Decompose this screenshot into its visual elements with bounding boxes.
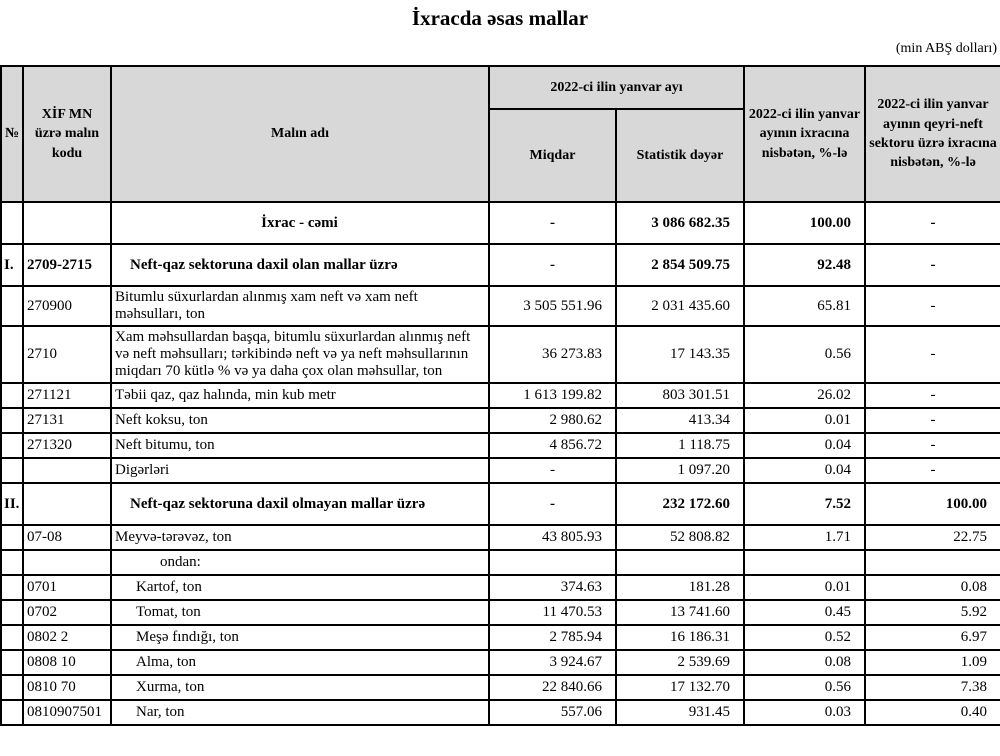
cell-deyer: 181.28 bbox=[616, 575, 744, 600]
cell-pct2 bbox=[865, 550, 1000, 575]
cell-name: ondan: bbox=[111, 550, 489, 575]
cell-name: İxrac - cəmi bbox=[111, 202, 489, 244]
cell-no bbox=[1, 550, 23, 575]
cell-no bbox=[1, 525, 23, 550]
cell-code bbox=[23, 550, 111, 575]
cell-miqdar: - bbox=[489, 244, 616, 286]
cell-deyer: 1 097.20 bbox=[616, 458, 744, 483]
header-quantity: Miqdar bbox=[489, 109, 616, 202]
cell-miqdar: 3 505 551.96 bbox=[489, 286, 616, 326]
cell-code bbox=[23, 483, 111, 525]
cell-deyer: 931.45 bbox=[616, 700, 744, 725]
table-row bbox=[1, 650, 1000, 675]
cell-code: 271320 bbox=[23, 433, 111, 458]
cell-pct1: 0.01 bbox=[744, 408, 865, 433]
cell-name: Tomat, ton bbox=[111, 600, 489, 625]
cell-deyer: 16 186.31 bbox=[616, 625, 744, 650]
cell-pct2: - bbox=[865, 408, 1000, 433]
cell-deyer: 17 143.35 bbox=[616, 326, 744, 383]
table-row bbox=[1, 286, 1000, 326]
cell-no bbox=[1, 433, 23, 458]
cell-pct2: - bbox=[865, 326, 1000, 383]
table-row bbox=[1, 433, 1000, 458]
table-header bbox=[1, 66, 1000, 202]
cell-name: Meşə fındığı, ton bbox=[111, 625, 489, 650]
cell-code: 2710 bbox=[23, 326, 111, 383]
cell-pct1: 100.00 bbox=[744, 202, 865, 244]
table-row bbox=[1, 458, 1000, 483]
cell-pct2: 1.09 bbox=[865, 650, 1000, 675]
cell-code: 0802 2 bbox=[23, 625, 111, 650]
cell-pct1: 0.56 bbox=[744, 326, 865, 383]
table-row bbox=[1, 202, 1000, 244]
cell-code bbox=[23, 202, 111, 244]
cell-name: Alma, ton bbox=[111, 650, 489, 675]
cell-pct1 bbox=[744, 550, 865, 575]
table-row bbox=[1, 525, 1000, 550]
cell-code: 0701 bbox=[23, 575, 111, 600]
cell-no bbox=[1, 675, 23, 700]
cell-name: Nar, ton bbox=[111, 700, 489, 725]
cell-pct2: 7.38 bbox=[865, 675, 1000, 700]
cell-name: Neft koksu, ton bbox=[111, 408, 489, 433]
cell-pct1: 0.01 bbox=[744, 575, 865, 600]
cell-pct2: - bbox=[865, 433, 1000, 458]
cell-deyer: 413.34 bbox=[616, 408, 744, 433]
cell-pct1: 26.02 bbox=[744, 383, 865, 408]
cell-name: Meyvə-tərəvəz, ton bbox=[111, 525, 489, 550]
cell-miqdar bbox=[489, 550, 616, 575]
cell-miqdar: 43 805.93 bbox=[489, 525, 616, 550]
unit-note: (min ABŞ dolları) bbox=[895, 41, 997, 56]
cell-code: 0810 70 bbox=[23, 675, 111, 700]
export-goods-table bbox=[0, 65, 1000, 726]
cell-name: Digərləri bbox=[111, 458, 489, 483]
header-code: XİF MN üzrə malın kodu bbox=[23, 66, 111, 202]
cell-deyer: 3 086 682.35 bbox=[616, 202, 744, 244]
header-no: № bbox=[1, 66, 23, 202]
cell-pct2: 100.00 bbox=[865, 483, 1000, 525]
cell-no bbox=[1, 326, 23, 383]
cell-miqdar: - bbox=[489, 483, 616, 525]
cell-no: I. bbox=[1, 244, 23, 286]
table-row bbox=[1, 675, 1000, 700]
cell-no bbox=[1, 700, 23, 725]
header-name: Malın adı bbox=[111, 66, 489, 202]
cell-miqdar: 2 785.94 bbox=[489, 625, 616, 650]
cell-deyer: 2 539.69 bbox=[616, 650, 744, 675]
cell-deyer: 17 132.70 bbox=[616, 675, 744, 700]
cell-miqdar: 36 273.83 bbox=[489, 326, 616, 383]
cell-pct1: 65.81 bbox=[744, 286, 865, 326]
cell-deyer: 2 854 509.75 bbox=[616, 244, 744, 286]
cell-pct2: 5.92 bbox=[865, 600, 1000, 625]
cell-deyer bbox=[616, 550, 744, 575]
cell-no bbox=[1, 575, 23, 600]
cell-no bbox=[1, 408, 23, 433]
cell-miqdar: - bbox=[489, 458, 616, 483]
cell-no bbox=[1, 650, 23, 675]
header-stat-value: Statistik dəyər bbox=[616, 109, 744, 202]
cell-code: 2709-2715 bbox=[23, 244, 111, 286]
cell-deyer: 232 172.60 bbox=[616, 483, 744, 525]
cell-miqdar: - bbox=[489, 202, 616, 244]
cell-miqdar: 557.06 bbox=[489, 700, 616, 725]
cell-pct2: 0.40 bbox=[865, 700, 1000, 725]
cell-deyer: 2 031 435.60 bbox=[616, 286, 744, 326]
table-row bbox=[1, 550, 1000, 575]
cell-deyer: 52 808.82 bbox=[616, 525, 744, 550]
header-pct-nonoil: 2022-ci ilin yanvar ayının qeyri-neft sektoru üzrə ixracına nisbətən, %-lə bbox=[865, 66, 1000, 202]
table-row bbox=[1, 625, 1000, 650]
cell-pct2: - bbox=[865, 202, 1000, 244]
table-row bbox=[1, 600, 1000, 625]
cell-miqdar: 374.63 bbox=[489, 575, 616, 600]
cell-pct1: 0.04 bbox=[744, 433, 865, 458]
cell-code: 0808 10 bbox=[23, 650, 111, 675]
cell-name: Xurma, ton bbox=[111, 675, 489, 700]
cell-pct1: 92.48 bbox=[744, 244, 865, 286]
cell-name: Təbii qaz, qaz halında, min kub metr bbox=[111, 383, 489, 408]
cell-pct1: 0.45 bbox=[744, 600, 865, 625]
table-row bbox=[1, 408, 1000, 433]
cell-pct1: 0.04 bbox=[744, 458, 865, 483]
cell-pct2: - bbox=[865, 383, 1000, 408]
cell-pct1: 0.08 bbox=[744, 650, 865, 675]
cell-pct1: 7.52 bbox=[744, 483, 865, 525]
cell-code: 27131 bbox=[23, 408, 111, 433]
cell-name: Neft bitumu, ton bbox=[111, 433, 489, 458]
header-period-group: 2022-ci ilin yanvar ayı bbox=[489, 66, 744, 109]
table-row bbox=[1, 383, 1000, 408]
table-row bbox=[1, 326, 1000, 383]
cell-code: 0810907501 bbox=[23, 700, 111, 725]
cell-no bbox=[1, 202, 23, 244]
cell-deyer: 13 741.60 bbox=[616, 600, 744, 625]
header-pct-total: 2022-ci ilin yanvar ayının ixracına nisbətən, %-lə bbox=[744, 66, 865, 202]
cell-no bbox=[1, 600, 23, 625]
cell-miqdar: 1 613 199.82 bbox=[489, 383, 616, 408]
cell-pct2: 6.97 bbox=[865, 625, 1000, 650]
cell-no bbox=[1, 286, 23, 326]
cell-name: Neft-qaz sektoruna daxil olan mallar üzrə bbox=[111, 244, 489, 286]
cell-miqdar: 2 980.62 bbox=[489, 408, 616, 433]
cell-no bbox=[1, 625, 23, 650]
cell-pct1: 0.03 bbox=[744, 700, 865, 725]
cell-pct1: 0.52 bbox=[744, 625, 865, 650]
table-row bbox=[1, 244, 1000, 286]
cell-pct2: 22.75 bbox=[865, 525, 1000, 550]
cell-miqdar: 3 924.67 bbox=[489, 650, 616, 675]
cell-code: 270900 bbox=[23, 286, 111, 326]
cell-no: II. bbox=[1, 483, 23, 525]
cell-name: Kartof, ton bbox=[111, 575, 489, 600]
cell-code: 07-08 bbox=[23, 525, 111, 550]
cell-pct2: 0.08 bbox=[865, 575, 1000, 600]
table-row bbox=[1, 575, 1000, 600]
cell-pct2: - bbox=[865, 458, 1000, 483]
cell-name: Neft-qaz sektoruna daxil olmayan mallar üzrə bbox=[111, 483, 489, 525]
cell-code: 0702 bbox=[23, 600, 111, 625]
cell-deyer: 1 118.75 bbox=[616, 433, 744, 458]
cell-no bbox=[1, 383, 23, 408]
table-row bbox=[1, 700, 1000, 725]
cell-miqdar: 22 840.66 bbox=[489, 675, 616, 700]
cell-code bbox=[23, 458, 111, 483]
cell-miqdar: 4 856.72 bbox=[489, 433, 616, 458]
cell-pct1: 1.71 bbox=[744, 525, 865, 550]
cell-code: 271121 bbox=[23, 383, 111, 408]
cell-pct1: 0.56 bbox=[744, 675, 865, 700]
page-title: İxracda əsas mallar bbox=[411, 6, 589, 30]
table-body bbox=[1, 202, 1000, 725]
cell-name: Bitumlu süxurlardan alınmış xam neft və xam neft məhsulları, ton bbox=[111, 286, 489, 326]
cell-miqdar: 11 470.53 bbox=[489, 600, 616, 625]
cell-name: Xam məhsullardan başqa, bitumlu süxurlardan alınmış neft və neft məhsulları; tərkibində neft və ya neft məhsullarının miqdarı 70 kütlə % və ya daha çox olan məhsullar, ton bbox=[111, 326, 489, 383]
cell-pct2: - bbox=[865, 244, 1000, 286]
cell-deyer: 803 301.51 bbox=[616, 383, 744, 408]
cell-pct2: - bbox=[865, 286, 1000, 326]
table-row bbox=[1, 483, 1000, 525]
cell-no bbox=[1, 458, 23, 483]
